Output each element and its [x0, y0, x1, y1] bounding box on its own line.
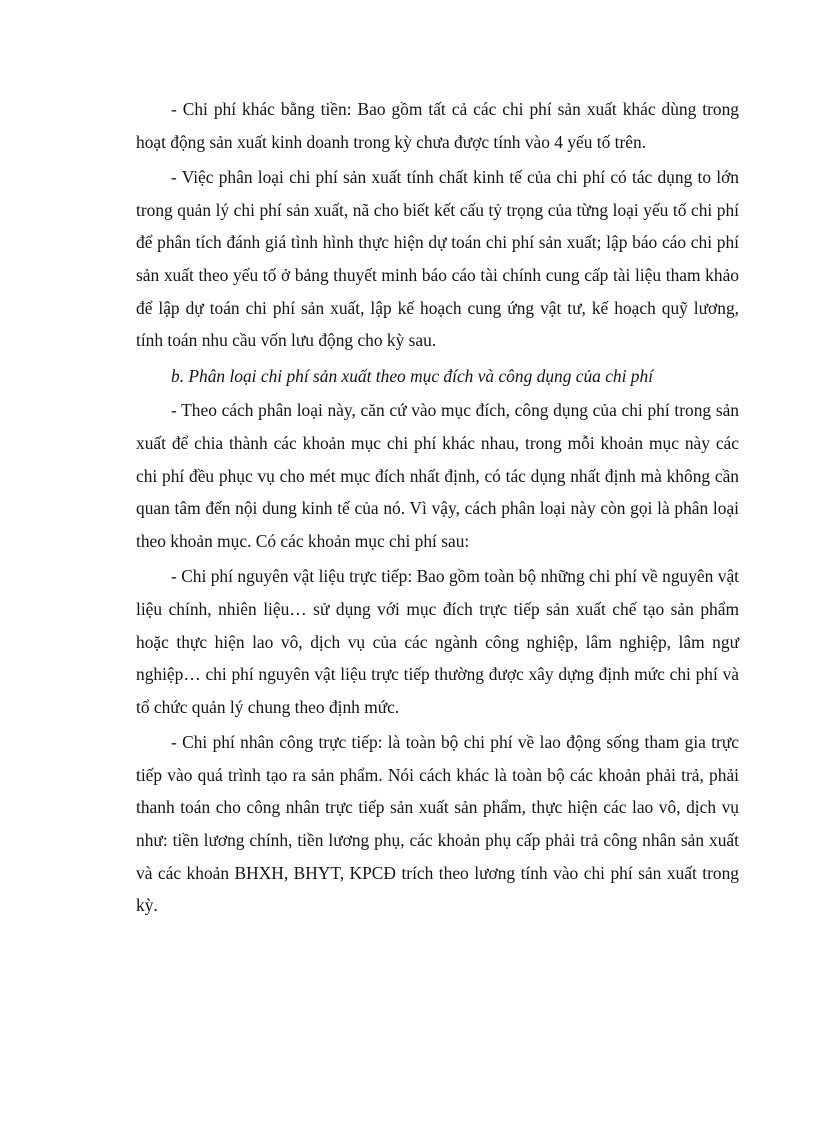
- section-heading-b: b. Phân loại chi phí sản xuất theo mục đích và công dụng của chi phí: [171, 365, 654, 386]
- paragraph-classification-method: - Theo cách phân loại này, căn cứ vào mục đích, công dụng của chi phí trong sản xuất để chia thành các khoản mục chi phí khác nhau, trong mỗi khoản mục này các chi phí đều phục vụ cho mét mục đích nhất định, có tác dụng nhất định mà không cần quan tâm đến nội dung kinh tế của nó. Vì vậy, cách phân loại này còn gọi là phân loại theo khoản mục. Có các khoản mục chi phí sau:: [136, 400, 739, 551]
- paragraph-other-cash-costs: - Chi phí khác bằng tiền: Bao gồm tất cả các chi phí sản xuất khác dùng trong hoạt động sản xuất kinh doanh trong kỳ chưa được tính vào 4 yếu tố trên.: [136, 99, 739, 152]
- paragraph-classification-significance: - Việc phân loại chi phí sản xuất tính chất kinh tế của chi phí có tác dụng to lớn trong quản lý chi phí sản xuất, nã cho biết kết cấu tỷ trọng của từng loại yếu tố chi phí để phân tích đánh giá tình hình thực hiện dự toán chi phí sản xuất; lập báo cáo chi phí sản xuất theo yếu tố ở bảng thuyết minh báo cáo tài chính cung cấp tài liệu tham khảo để lập dự toán chi phí sản xuất, lập kế hoạch cung ứng vật tư, kế hoạch quỹ lương, tính toán nhu cầu vốn lưu động cho kỳ sau.: [136, 167, 739, 351]
- paragraph-direct-labor: - Chi phí nhân công trực tiếp: là toàn bộ chi phí về lao động sống tham gia trực tiếp vào quá trình tạo ra sản phẩm. Nói cách khác là toàn bộ các khoản phải trả, phải thanh toán cho công nhân trực tiếp sản xuất sản phẩm, thực hiện các lao vô, dịch vụ như: tiền lương chính, tiền lương phụ, các khoản phụ cấp phải trả công nhân sản xuất và các khoản BHXH, BHYT, KPCĐ trích theo lương tính vào chi phí sản xuất trong kỳ.: [136, 732, 739, 916]
- paragraph-direct-materials: - Chi phí nguyên vật liệu trực tiếp: Bao gồm toàn bộ những chi phí về nguyên vật liệu chính, nhiên liệu… sử dụng với mục đích trực tiếp sản xuất chế tạo sản phẩm hoặc thực hiện lao vô, dịch vụ của các ngành công nghiệp, lâm nghiệp, lâm ngư nghiệp… chi phí nguyên vật liệu trực tiếp thường được xây dựng định mức chi phí và tổ chức quản lý chung theo định mức.: [136, 566, 739, 717]
- document-page: [136, 93, 739, 925]
